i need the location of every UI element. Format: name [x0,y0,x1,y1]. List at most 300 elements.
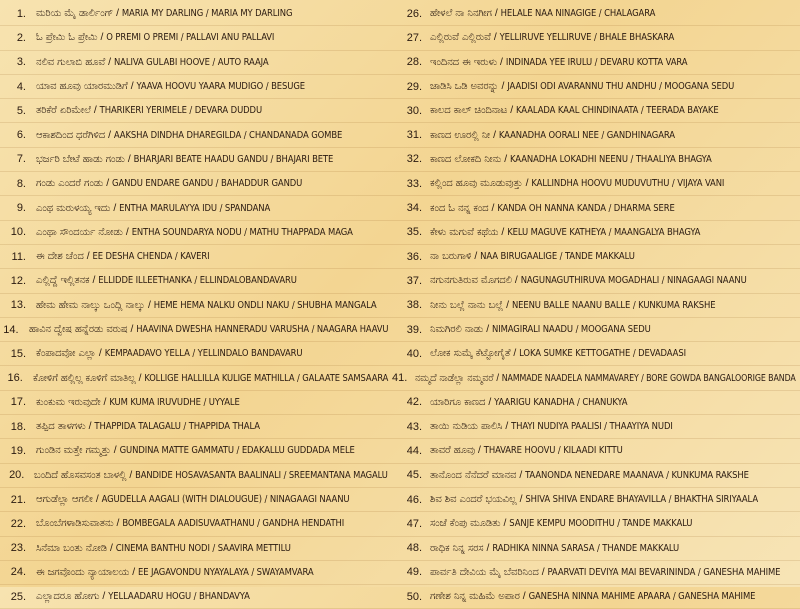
song-row [0,464,392,488]
song-title-kannada: ರಾಧಿಕ ನಿನ್ನ ಸರಸ [430,542,484,554]
song-number: 24. [10,566,26,579]
song-title [36,251,210,262]
song-title-kannada: ಪಾರ್ವತಿ ದೇವಿಯ ಮೈ ಬೆವರಿನಿಂದ [430,566,539,578]
song-title [430,567,780,578]
song-title [36,154,333,165]
song-title [430,130,675,141]
song-row [392,221,800,245]
song-number: 29. [406,80,422,93]
song-title-kannada: ಕಾಣದ ಲೋಕದಿ ನೀನು [430,153,502,165]
song-title-kannada: ಎಂಥ ಮರುಳಯ್ಯ ಇದು [36,202,111,214]
song-title [36,397,240,408]
song-title-kannada: ಇಂದಿನದ ಈ ಇರುಳು [430,56,498,68]
title-separator: / [525,178,529,190]
song-title-english: KEMPAADAVO YELLA / YELLINDALO BANDAVARU [104,348,303,360]
song-row [392,366,800,390]
title-separator: / [113,202,117,214]
song-number: 35. [406,226,422,239]
song-row [392,561,800,585]
song-number: 27. [406,31,422,44]
song-number: 50. [406,590,422,603]
song-title-kannada: ನಗುನಗುತಿರುವ ಮೊಗದಲಿ [430,275,512,287]
song-number: 40. [406,347,422,360]
song-title-kannada: ತಾನೊಂದ ನೆನೆದರೆ ಮಾನವ [430,469,517,481]
song-title-kannada: ಓ ಪ್ರೇಮಿ ಓ ಪ್ರೇಮಿ [36,32,98,44]
song-title [430,445,623,456]
title-separator: / [132,566,136,578]
song-title-english: AAKSHA DINDHA DHAREGILDA / CHANDANADA GOMBE [113,129,343,141]
song-row [0,123,392,147]
song-number: 26. [406,7,422,20]
song-title-kannada: ಯಾವ ಹೂವು ಯಾರಮುಡಿಗೆ [36,81,128,93]
title-separator: / [95,494,99,506]
song-title [430,470,749,481]
title-separator: / [138,372,142,384]
song-number: 9. [16,202,26,215]
song-number: 41. [392,372,408,385]
song-row [392,123,800,147]
song-row [0,245,392,269]
title-separator: / [108,129,111,141]
song-title-english: JAADISI ODI AVARANNU THU ANDHU / MOOGANA SEDU [507,81,735,93]
song-row [392,488,800,512]
song-title-english: KAANADHA LOKADHI NEENU / THAALIYA BHAGYA [510,153,712,165]
song-title [430,81,734,92]
song-row [0,196,392,220]
song-title [36,8,292,19]
song-title-kannada: ಈ ದೇಶ ಚೆಂದ [36,251,84,263]
song-title-kannada: ಹಾವಿನ ದ್ವೇಷ ಹನ್ನೆರಡು ವರುಷ [28,324,128,335]
song-number: 44. [406,444,422,457]
title-separator: / [496,372,500,384]
song-title-kannada: ಬೊಂಬೆಗಳಾಡಿಸುವಾತನು [36,518,114,530]
song-row [0,488,392,512]
song-title [36,32,274,43]
song-row [0,415,392,439]
song-number: 4. [16,80,26,93]
song-title [430,543,679,554]
song-number: 15. [10,347,26,360]
title-separator: / [103,396,107,408]
song-number: 46. [406,493,422,506]
song-number: 25. [10,590,26,603]
song-row [0,561,392,585]
song-title-kannada: ಲೋಕ ಸುಮ್ಕೆ ಕೆಟ್ಟೋಗೈತೆ [430,348,511,360]
song-row [392,51,800,75]
song-row [0,294,392,318]
song-title-kannada: ಬಂದಿದೆ ಹೊಸವಸಂತ ಬಾಳಲ್ಲಿ [34,469,127,481]
song-row [392,2,800,26]
song-row [0,51,392,75]
song-number: 16. [7,372,23,385]
song-title-english: INDINADA YEE IRULU / DEVARU KOTTA VARA [505,56,688,68]
song-title-kannada: ಈ ಜಗವೊಂದು ನ್ಯಾಯಾಲಯ [36,566,130,578]
song-title [430,324,651,335]
song-row [392,464,800,488]
song-title-english: AGUDELLA AAGALI (WITH DIALOUGUE) / NINAGAAGI NAANU [101,494,350,506]
song-title-english: RADHIKA NINNA SARASA / THANDE MAKKALU [492,542,680,554]
song-title [430,57,687,68]
song-title-kannada: ಸಿನೆಮಾ ಬಂತು ನೋಡಿ [36,542,107,554]
song-title-kannada: ತಪ್ಪಿದ ತಾಳಗಳು [36,421,86,433]
song-title [430,8,655,19]
song-title-english: GANDU ENDARE GANDU / BAHADDUR GANDU [112,178,303,190]
song-row [0,342,392,366]
song-title [430,178,724,189]
title-separator: / [510,105,514,117]
song-title-kannada: ಸಂಜೆ ಕೆಂಪು ಮೂಡಿತು [430,518,501,530]
song-title [33,373,388,384]
song-title-english: KALLINDHA HOOVU MUDUVUTHU / VIJAYA VANI [531,178,725,190]
song-title-english: THAVARE HOOVU / KILAADI KITTU [483,445,623,457]
song-column-left [0,2,392,609]
title-separator: / [108,56,111,68]
title-separator: / [116,8,119,20]
song-title-english: BANDIDE HOSAVASANTA BAALINALI / SREEMANTANA MAGALU [135,469,389,481]
song-title-kannada: ಮರಿಯ ಮೈ ಡಾರ್ಲಿಂಗ್ [36,8,114,20]
song-row [392,26,800,50]
song-title-kannada: ಕಾಲದ ಕಾಲ್ ಚಿಂದಿನಾಟ [430,105,508,117]
song-title-kannada: ಜಾಡಿಸಿ ಒಡಿ ಅವರನ್ನು [430,81,499,93]
song-title-english: YAAVA HOOVU YAARA MUDIGO / BESUGE [136,81,305,93]
song-number: 30. [406,104,422,117]
title-separator: / [100,32,104,44]
title-separator: / [130,81,134,93]
song-number: 11. [11,250,26,263]
title-separator: / [522,591,526,603]
song-title-english: YELLAADARU HOGU / BHANDAVYA [108,591,250,603]
title-separator: / [514,275,518,287]
song-row [392,318,800,342]
title-separator: / [486,542,490,554]
song-title [430,203,675,214]
song-number: 47. [406,517,422,530]
song-title [36,518,344,529]
song-row [392,342,800,366]
song-title-kannada: ಆಕಾಶದಿಂದ ಧರೆಗಿಳಿದ [36,129,106,141]
title-separator: / [493,129,496,141]
song-number: 13. [10,299,26,312]
song-title-kannada: ಹೇಳಲೆ ನಾ ನಿನಗೀಗ [430,8,492,20]
song-title [36,567,314,578]
title-separator: / [513,348,517,360]
song-title [430,275,747,286]
song-title-kannada: ನಲಿವ ಗುಲಾಬಿ ಹೂವೆ [36,56,106,68]
song-title-kannada: ಗಣೇಶ ನಿನ್ನ ಮಹಿಮೆ ಅಪಾರ [430,591,520,603]
song-row [392,512,800,536]
song-row [0,585,392,609]
song-title [36,421,260,432]
song-title-kannada: ಆಗುಡೆಲ್ಲಾ ಆಗಲೀ [36,494,93,506]
song-number: 1. [16,7,26,20]
song-title-kannada: ನಾ ಬರುಗಾಳಿ [430,251,472,263]
song-title-kannada: ತರಿಕೆರೆ ಏರಿಮೇಲೆ [36,105,91,117]
song-number: 49. [406,566,422,579]
song-column-right [392,2,800,609]
title-separator: / [147,299,151,311]
song-row [392,196,800,220]
song-title-english: YELLIRUVE YELLIRUVE / BHALE BHASKARA [499,32,675,44]
song-number: 2. [16,31,26,44]
song-title [36,81,305,92]
song-row [392,99,800,123]
song-title [36,300,377,311]
song-row [0,172,392,196]
song-row [0,318,392,342]
song-number: 34. [406,202,422,215]
song-row [0,537,392,561]
song-title-english: NALIVA GULABI HOOVE / AUTO RAAJA [113,56,269,68]
song-row [392,294,800,318]
song-number: 6. [16,129,26,142]
song-title-english: YAARIGU KANADHA / CHANUKYA [494,396,628,408]
song-title-kannada: ಗಂಡು ಎಂದರೆ ಗಂಡು [36,178,104,190]
song-number: 7. [16,153,26,166]
song-row [0,75,392,99]
title-separator: / [488,396,492,408]
song-title-english: HELALE NAA NINAGIGE / CHALAGARA [500,8,656,20]
song-title [430,300,716,311]
song-row [392,537,800,561]
song-title [36,348,302,359]
song-number: 43. [406,420,422,433]
song-title [36,494,350,505]
song-title-kannada: ಕಾಣದ ಊರಲ್ಲಿ ನೀ [430,129,491,141]
song-title-english: THARIKERI YERIMELE / DEVARA DUDDU [99,105,263,117]
title-separator: / [102,591,106,603]
song-title [430,397,627,408]
song-title [36,178,302,189]
song-title-english: SHIVA SHIVA ENDARE BHAYAVILLA / BHAKTHA SIRIYAALA [525,494,759,506]
song-title [36,57,269,68]
song-title [430,32,674,43]
song-row [0,2,392,26]
song-title [430,421,673,432]
song-title [36,130,342,141]
title-separator: / [506,299,509,311]
song-title-kannada: ಎಲ್ಲಾದರೂ ಹೋಗು [36,591,100,603]
song-number: 48. [406,542,422,555]
song-title [34,470,388,481]
song-title-english: HEME HEMA NALKU ONDLI NAKU / SHUBHA MANGALA [153,299,377,311]
song-title-english: HAAVINA DWESHA HANNERADU VARUSHA / NAAGARA HAAVU [135,324,389,335]
song-row [392,172,800,196]
song-number: 10. [10,226,26,239]
title-separator: / [501,226,505,238]
song-number: 42. [406,396,422,409]
song-title-kannada: ಕಂದ ಓ ನನ್ನ ಕಂದ [430,202,489,214]
song-number: 31. [406,129,422,142]
song-title-english: GANESHA NINNA MAHIME APAARA / GANESHA MAHIME [528,591,756,603]
song-row [0,99,392,123]
title-separator: / [504,153,508,165]
song-title [36,445,355,456]
song-title-english: NIMAGIRALI NAADU / MOOGANA SEDU [492,324,651,335]
title-separator: / [500,56,503,68]
song-title-english: NAMMADE NAADELA NAMMAVAREY / BORE GOWDA BANGALOORIGE BANDA [502,372,796,384]
song-title-english: KAALADA KAAL CHINDINAATA / TEERADA BAYAKE [516,105,719,117]
song-row [392,245,800,269]
song-row [392,75,800,99]
title-separator: / [519,494,523,506]
song-title-english: NAA BIRUGAALIGE / TANDE MAKKALU [480,251,635,263]
song-row [0,26,392,50]
song-row [0,366,392,390]
song-title [36,543,291,554]
title-separator: / [130,324,133,335]
song-title [415,373,796,384]
song-title-kannada: ಯಾರಿಗೂ ಕಾಣದ [430,396,486,408]
song-title-kannada: ತಾಯಿ ನುಡಿಯ ಪಾಲಿಸಿ [430,421,503,433]
song-title [430,154,712,165]
song-number: 21. [10,493,26,506]
song-title-english: NAGUNAGUTHIRUVA MOGADHALI / NINAGAAGI NAANU [520,275,747,287]
title-separator: / [86,251,90,263]
title-separator: / [503,518,507,530]
song-title [430,227,700,238]
song-number: 3. [16,56,26,69]
song-title-kannada: ಎಂಥಾ ಸೌಂದರ್ಯ ನೋಡು [36,226,123,238]
song-title-kannada: ಎಲ್ಲಿರುವೆ ಎಲ್ಲಿರುವೆ [430,32,491,44]
title-separator: / [541,566,545,578]
song-title [430,251,635,262]
song-title-english: GUNDINA MATTE GAMMATU / EDAKALLU GUDDADA MELE [119,445,355,457]
song-number: 28. [406,56,422,69]
song-title-kannada: ನೀನು ಬಲ್ಲೆ ನಾನು ಬಲ್ಲೆ [430,299,504,311]
song-number: 20. [9,469,25,482]
song-title-kannada: ಹೇಮ ಹೇಮ ನಾಲ್ಕು ಒಂದ್ಲಿ ನಾಲ್ಕು [36,299,145,311]
title-separator: / [93,105,97,117]
title-separator: / [519,469,523,481]
song-title-english: LOKA SUMKE KETTOGATHE / DEVADAASI [519,348,686,360]
title-separator: / [494,8,498,20]
song-row [392,148,800,172]
song-title-english: THAYI NUDIYA PAALISI / THAAYIYA NUDI [511,421,673,433]
song-row [0,148,392,172]
song-number: 32. [406,153,422,166]
song-title-kannada: ಕೋಳಿಗೆ ಹಲ್ಲಿಲ್ಲ ಕೂಳಿಗೆ ಮಾತಿಲ್ಲ [32,372,136,384]
song-title-kannada: ಕೆಂಪಾದವೋ ಎಲ್ಲಾ [36,348,96,360]
song-title-kannada: ಶಿವ ಶಿವ ಎಂದರೆ ಭಯವಿಲ್ಲ [430,494,517,506]
song-row [0,439,392,463]
song-number: 39. [406,323,422,336]
song-title-english: TAANONDA NENEDARE MAANAVA / KUNKUMA RAKSHE [525,469,749,481]
song-title-kannada: ಕಲ್ಲಿಂದ ಹೂವು ಮೂಡುವುತ್ತು [430,178,523,190]
title-separator: / [486,324,490,335]
song-number: 12. [10,274,26,287]
song-row [392,269,800,293]
song-title-kannada: ತಾವರೆ ಹೂವು [430,445,475,457]
title-separator: / [501,81,505,93]
song-title-english: EE DESHA CHENDA / KAVERI [92,251,210,263]
song-title-kannada: ಗುಂಡಿನ ಮತ್ತೇ ಗಮ್ಮತ್ತು [36,445,111,457]
song-title-english: ENTHA SOUNDARYA NODU / MATHU THAPPADA MAGA [131,226,353,238]
song-title [430,105,719,116]
song-title-english: KANDA OH NANNA KANDA / DHARMA SERE [497,202,675,214]
song-title-english: BOMBEGALA AADISUVAATHANU / GANDHA HENDATHI [122,518,345,530]
song-title-kannada: ಎಲ್ಲಿದ್ದೆ ಇಲ್ಲಿತನಕ [36,275,90,287]
song-row [392,391,800,415]
song-title-english: SANJE KEMPU MOODITHU / TANDE MAKKALU [509,518,693,530]
title-separator: / [505,421,509,433]
song-row [392,439,800,463]
song-number: 22. [10,517,26,530]
song-number: 8. [16,177,26,190]
song-title [36,275,297,286]
title-separator: / [98,348,102,360]
song-row [0,512,392,536]
song-title-kannada: ಕೇಳು ಮಗುವೆ ಕಥೆಯ [430,226,499,238]
title-separator: / [129,469,133,481]
song-title-english: KOLLIGE HALLILLA KULIGE MATHILLA / GALAATE SAMSAARA [144,372,389,384]
song-title-english: ELLIDDE ILLEETHANKA / ELLINDALOBANDAVARU [98,275,297,287]
song-title-english: KUM KUMA IRUVUDHE / UYYALE [109,396,240,408]
song-title-english: PAARVATI DEVIYA MAI BEVARININDA / GANESHA MAHIME [547,566,781,578]
song-title-english: KELU MAGUVE KATHEYA / MAANGALYA BHAGYA [507,226,701,238]
song-number: 17. [10,396,26,409]
title-separator: / [116,518,120,530]
song-title-kannada: ಕುಂಕುಮ ಇರುವುದೇ [36,396,101,408]
song-number: 19. [10,444,26,457]
song-title-english: O PREMI O PREMI / PALLAVI ANU PALLAVI [106,32,275,44]
song-title-english: ENTHA MARULAYYA IDU / SPANDANA [119,202,271,214]
song-row [392,415,800,439]
song-title-english: BHARJARI BEATE HAADU GANDU / BHAJARI BETE [133,153,334,165]
title-separator: / [477,445,481,457]
title-separator: / [92,275,96,287]
song-row [392,585,800,609]
song-title [36,227,353,238]
song-title-english: NEENU BALLE NAANU BALLE / KUNKUMA RAKSHE [511,299,716,311]
title-separator: / [493,32,497,44]
song-title [36,591,250,602]
song-title-english: CINEMA BANTHU NODI / SAAVIRA METTILU [115,542,291,554]
song-number: 23. [10,542,26,555]
song-title-kannada: ನಿಮಗಿರಲಿ ನಾಡು [430,324,484,335]
song-title-english: MARIA MY DARLING / MARIA MY DARLING [121,8,293,20]
song-row [0,269,392,293]
song-title [430,518,692,529]
title-separator: / [88,421,92,433]
song-number: 36. [406,250,422,263]
song-title [430,591,755,602]
song-number: 38. [406,299,422,312]
title-separator: / [491,202,495,214]
song-number: 33. [406,177,422,190]
song-row [0,221,392,245]
song-number: 14. [3,323,19,336]
title-separator: / [127,153,131,165]
song-title [430,494,758,505]
song-number: 5. [16,104,26,117]
song-title [430,348,686,359]
song-number: 37. [406,274,422,287]
song-number: 45. [406,469,422,482]
song-title [36,105,262,116]
song-number: 18. [10,420,26,433]
song-title [36,203,270,214]
song-row [0,391,392,415]
title-separator: / [113,445,117,457]
song-title-kannada: ನಮ್ಮದೆ ನಾಡೆಲ್ಲಾ ನಮ್ಮವರೆ [415,372,494,384]
song-title-english: KAANADHA OORALI NEE / GANDHINAGARA [498,129,675,141]
song-title [29,324,388,335]
title-separator: / [106,178,110,190]
title-separator: / [125,226,129,238]
title-separator: / [109,542,113,554]
song-title-kannada: ಭರ್ಜರಿ ಬೇಟೆ ಹಾಡು ಗಂಡು [36,153,125,165]
title-separator: / [474,251,478,263]
